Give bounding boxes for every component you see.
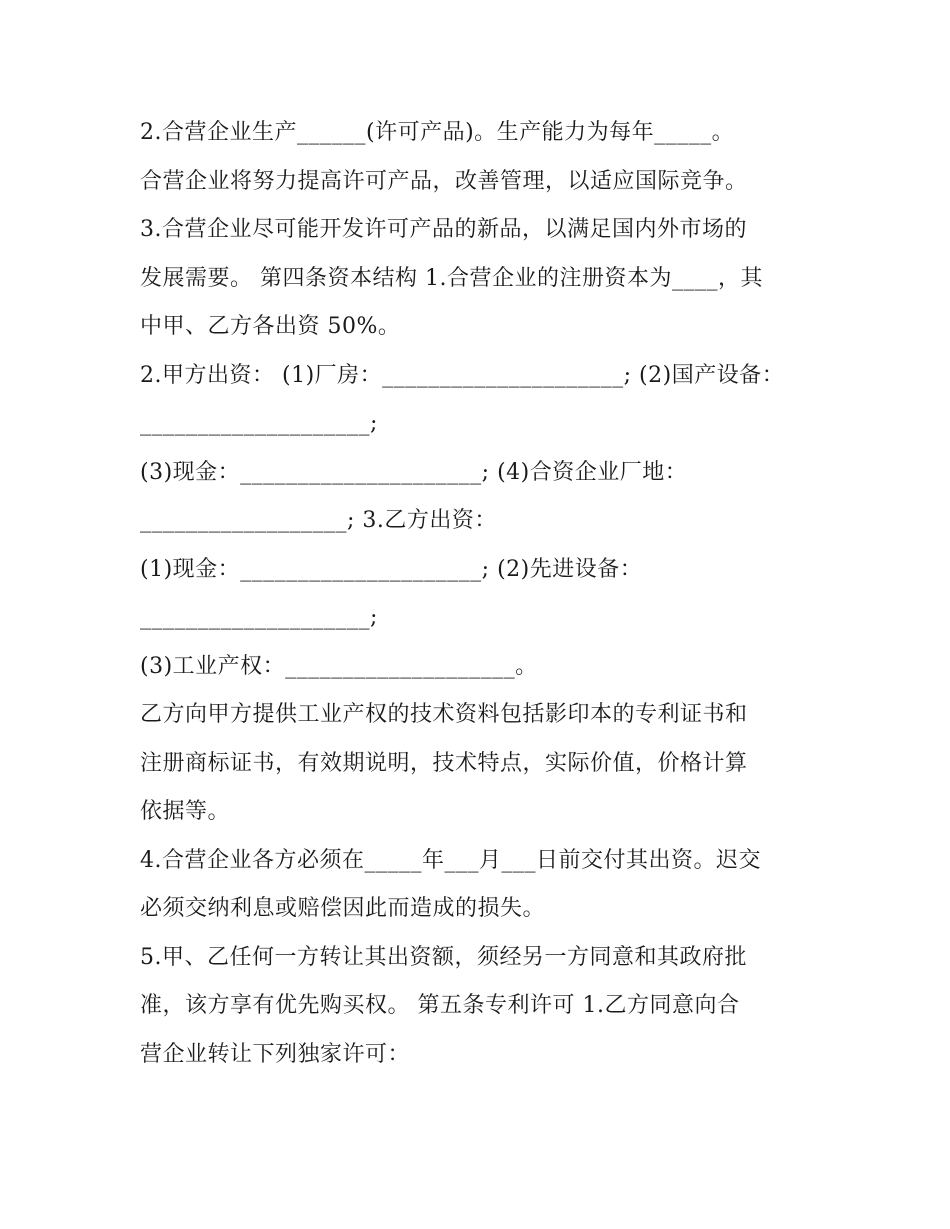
- text-line: 中甲、乙方各出资 50%。: [140, 314, 401, 339]
- contract-text-body: [140, 109, 820, 1079]
- text-line: 准，该方享有优先购买权。 第五条专利许可 1.乙方同意向合: [140, 993, 740, 1018]
- text-line: (3)现金：_____________________; (4)合资企业厂地：: [140, 459, 688, 485]
- text-line: __________________; 3.乙方出资：: [140, 508, 497, 533]
- text-line: 合营企业将努力提高许可产品，改善管理，以适应国际竞争。: [140, 168, 748, 194]
- text-line: 乙方向甲方提供工业产权的技术资料包括影印本的专利证书和: [140, 702, 748, 727]
- text-line: 必须交纳利息或赔偿因此而造成的损失。: [140, 896, 546, 921]
- text-line: ____________________;: [140, 411, 378, 436]
- text-line: ____________________;: [140, 605, 378, 630]
- text-line: (1)现金：_____________________; (2)先进设备：: [140, 556, 643, 582]
- text-line: 4.合营企业各方必须在_____年___月___日前交付其出资。迟交: [140, 847, 761, 873]
- text-line: 注册商标证书，有效期说明，技术特点，实际价值，价格计算: [140, 750, 748, 776]
- text-line: 3.合营企业尽可能开发许可产品的新品，以满足国内外市场的: [140, 217, 747, 242]
- text-line: 发展需要。 第四条资本结构 1.合营企业的注册资本为____，其: [140, 265, 763, 291]
- text-line: (3)工业产权：____________________。: [140, 653, 538, 679]
- text-line: 5.甲、乙任何一方转让其出资额，须经另一方同意和其政府批: [140, 944, 747, 970]
- text-line: 营企业转让下列独家许可：: [140, 1041, 411, 1067]
- text-line: 依据等。: [140, 799, 231, 824]
- text-line: 2.甲方出资： (1)厂房：_____________________; (2)国产设备：: [140, 362, 785, 388]
- text-line: 2.合营企业生产______(许可产品)。生产能力为每年_____。: [140, 120, 735, 145]
